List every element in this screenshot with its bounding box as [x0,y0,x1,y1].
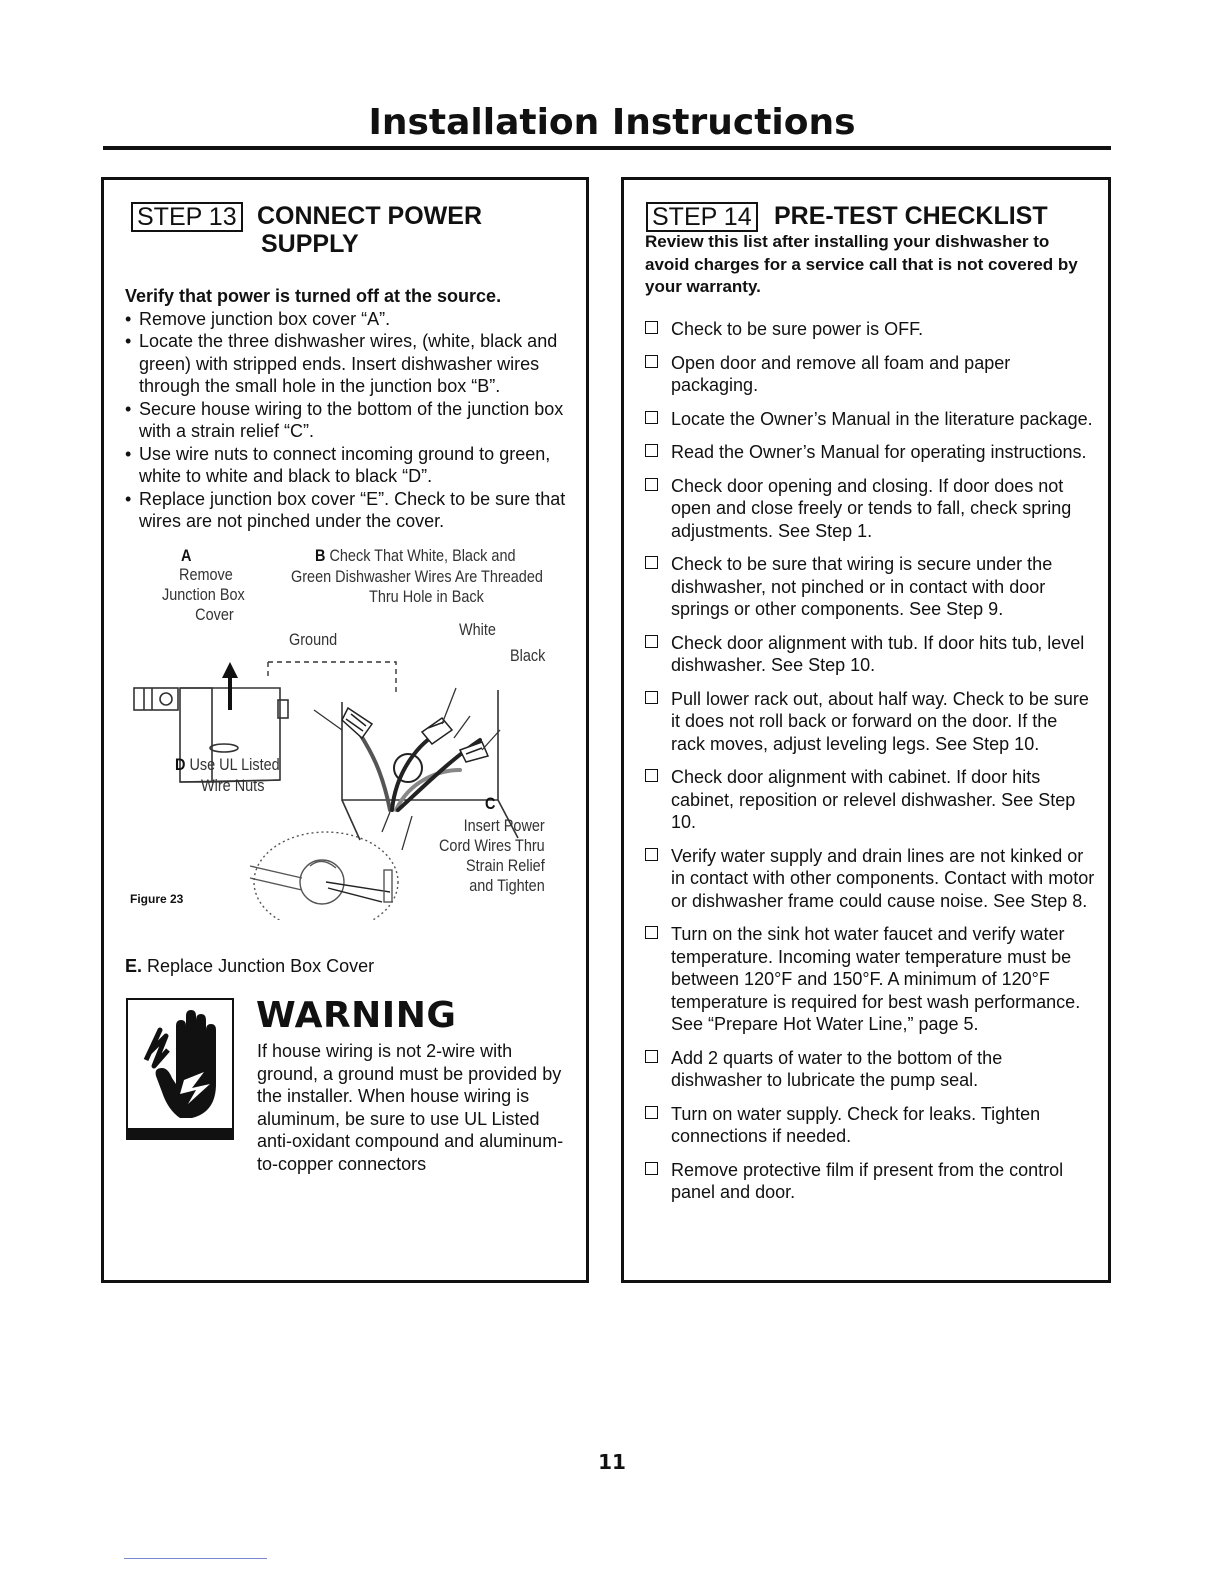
wires [360,732,480,810]
checkbox-icon[interactable] [645,1106,658,1119]
figure-label-a-text [162,565,245,625]
label-a-line3: Cover [195,605,234,624]
list-item: • Secure house wiring to the bottom of the junction box with a strain relief “C”. [125,398,575,443]
checklist-item [645,553,1095,621]
dashed-guide [268,662,396,692]
label-a-letter: A [181,546,192,565]
list-item: • Remove junction box cover “A”. [125,308,575,331]
label-d-line1: Use UL Listed [189,755,280,774]
checklist-item [645,1047,1095,1092]
checklist [645,318,1095,1215]
checklist-item-label: Read the Owner’s Manual for operating instructions. [671,442,1087,462]
checklist-item-label: Check door opening and closing. If door does not open and close freely or tends to fall, check spring adjustments. See Step 1. [671,475,1072,541]
checklist-item [645,766,1095,834]
label-c-letter: C [485,794,496,813]
step13-panel [101,177,589,1283]
electric-hand-icon [128,1000,232,1138]
page-title: Installation Instructions [368,102,856,143]
label-c-line4: and Tighten [469,876,545,895]
title-rule [103,146,1111,150]
label-b-line3: Thru Hole in Back [369,587,484,606]
step13-badge: STEP 13 [131,202,243,232]
label-c-line1: Insert Power [463,816,545,835]
checkbox-icon[interactable] [645,769,658,782]
checkbox-icon[interactable] [645,556,658,569]
checkbox-icon[interactable] [645,926,658,939]
checkbox-icon[interactable] [645,1050,658,1063]
warning-title: WARNING [256,995,457,1036]
arrow-up-icon [222,662,238,710]
checklist-item-label: Turn on the sink hot water faucet and verify water temperature. Incoming water temperature must be between 120°F and 150°F. A minimum of 120°F temperature is required for best wash performance. See “Prepare Hot Water Line,” page 5. [671,924,1081,1034]
checklist-item [645,352,1095,397]
checkbox-icon[interactable] [645,848,658,861]
strain-relief-detail [250,832,398,920]
list-item: • Use wire nuts to connect incoming ground to green, white to white and black to black “D”. [125,443,575,488]
label-a-line1: Remove [179,565,233,584]
footer-line [124,1558,267,1559]
step13-title-line1: CONNECT POWER [257,202,482,230]
checklist-item-label: Check door alignment with cabinet. If door hits cabinet, reposition or relevel dishwasher. See Step 10. [671,767,1076,832]
step14-badge: STEP 14 [646,202,758,232]
label-c-line3: Strain Relief [466,856,545,875]
step13-intro: Verify that power is turned off at the source. [125,286,502,306]
checklist-item [645,441,1095,464]
checklist-item-label: Check to be sure power is OFF. [671,319,924,339]
step13-title-line2: SUPPLY [261,230,359,258]
checkbox-icon[interactable] [645,355,658,368]
checklist-item [645,1159,1095,1204]
label-b-letter: B [315,546,326,565]
page-number: 11 [598,1450,626,1474]
label-b-line1: Check That White, Black and [329,546,516,565]
checklist-item [645,475,1095,543]
label-ground: Ground [289,630,338,649]
checklist-item-label: Check to be sure that wiring is secure under the dishwasher, not pinched or in contact with door springs or other components. See Step 9. [671,554,1053,619]
checklist-item-label: Verify water supply and drain lines are not kinked or in contact with other components. Contact with motor or dishwasher frame could cause noise. See Step 8. [671,845,1095,911]
checkbox-icon[interactable] [645,691,658,704]
checklist-item-label: Turn on water supply. Check for leaks. Tighten connections if needed. [671,1103,1041,1146]
step13-title [257,202,482,258]
checklist-item [645,318,1095,341]
figure-caption: Figure 23 [130,892,184,906]
list-item: • Replace junction box cover “E”. Check to be sure that wires are not pinched under the cover. [125,488,575,533]
list-item: • Locate the three dishwasher wires, (white, black and green) with stripped ends. Insert dishwasher wires through the small hole in the junction box “B”. [125,330,575,398]
label-white: White [459,620,496,639]
checkbox-icon[interactable] [645,444,658,457]
checkbox-icon[interactable] [645,1162,658,1175]
checklist-item-label: Open door and remove all foam and paper packaging. [671,352,1011,395]
figure-label-a [181,546,191,566]
step14-title: PRE-TEST CHECKLIST [774,202,1048,230]
checkbox-icon[interactable] [645,478,658,491]
label-d-letter: D [175,755,186,774]
figure-label-d [175,755,280,775]
shock-hazard-icon [126,998,234,1140]
checklist-item [645,408,1095,431]
checklist-item [645,923,1095,1036]
checklist-item [645,1103,1095,1148]
figure-label-b [315,546,516,566]
checklist-item-label: Locate the Owner’s Manual in the literature package. [671,408,1093,429]
checklist-item [645,632,1095,677]
checklist-item-label: Pull lower rack out, about half way. Check to be sure it does not roll back or forward on the door. If the rack moves, adjust leveling legs. See Step 10. [671,688,1089,754]
wire-loop [394,754,422,782]
step13-bullets [125,308,575,533]
warning-body: If house wiring is not 2-wire with ground, a ground must be provided by the installer. When house wiring is aluminum, be sure to use UL Listed anti-oxidant compound and aluminum-to-copper connectors [257,1041,564,1174]
step14-intro: Review this list after installing your dishwasher to avoid charges for a service call that is not covered by your warranty. [645,232,1078,296]
label-black: Black [510,646,546,665]
label-b-line2: Green Dishwasher Wires Are Threaded [291,567,543,586]
step14-panel [621,177,1111,1283]
step13-e-line [125,955,374,978]
step13-body [125,285,575,533]
label-a-line2: Junction Box [162,585,245,604]
checklist-item-label: Remove protective film if present from the control panel and door. [671,1159,1064,1202]
e-text: Replace Junction Box Cover [147,956,375,976]
checklist-item-label: Check door alignment with tub. If door hits tub, level dishwasher. See Step 10. [671,632,1085,675]
label-c-line2: Cord Wires Thru [439,836,545,855]
checkbox-icon[interactable] [645,321,658,334]
figure-label-c-text [439,816,545,896]
checklist-item [645,688,1095,756]
checklist-item-label: Add 2 quarts of water to the bottom of the dishwasher to lubricate the pump seal. [671,1047,1003,1090]
checklist-item [645,845,1095,913]
checkbox-icon[interactable] [645,411,658,424]
label-d-line2: Wire Nuts [201,776,265,795]
e-letter: E. [125,956,143,976]
checkbox-icon[interactable] [645,635,658,648]
